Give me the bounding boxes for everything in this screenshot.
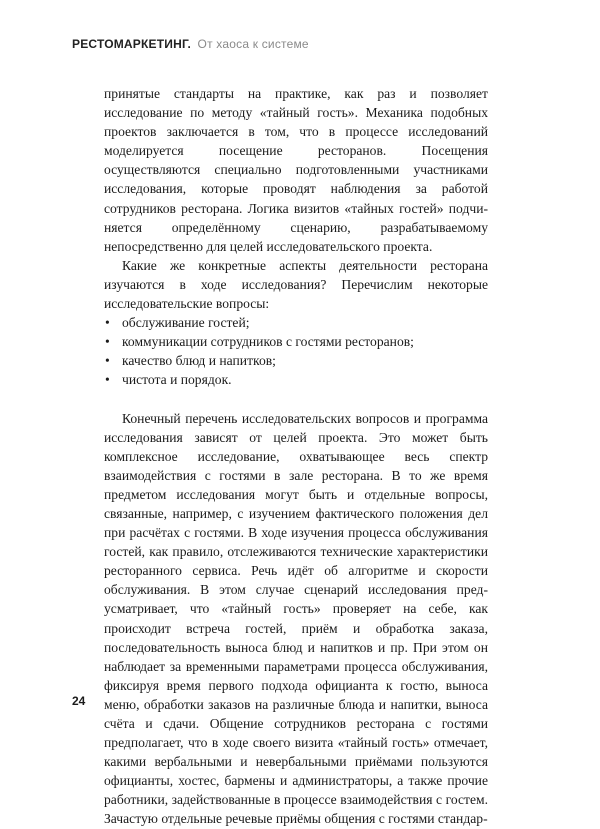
list-item: • качество блюд и напитков; — [104, 351, 488, 370]
paragraph-3: Конечный перечень исследовательских вопросов и программа исследования зависят от целей проекта. Это может быть комплексное исследование, охватывающее весь спектр взаимодействия с гостями в зале ресторана. В то же время предметом исследования могут быть и отдельные вопросы, связанные, например, с изучением фактического положения дел при расчётах с гостями. В ходе изучения процесса обслуживания гостей, как правило, отслеживаются технические характеристики ресторанного сервиса. Речь идёт об алгоритме и скорости обслуживания. В этом случае сценарий исследования предусматривает, что «тайный гость» проверяет на себе, как происходит встреча гостей, приём и обработка заказа, последовательность выноса блюд и напитков и пр. При этом он наблюдает за временными параметрами процесса обслуживания, фиксируя время первого подхода официанта к гостю, выноса меню, обработки заказов на различные блюда и напитки, выноса счёта и сдачи. Общение сотрудников ресторана с гостями предполагает, что в ходе своего визита «тайный гость» отмечает, какими вербальными и невербальными приёмами пользуются официанты, хостес, бармены и администраторы, а также прочие работники, задействованные в процессе взаимодействия с гостем. Зачастую отдельные речевые приёмы общения с гостями стандар- — [104, 410, 488, 827]
bullet-list — [104, 313, 488, 389]
list-item: • коммуникации сотрудников с гостями ресторанов; — [104, 332, 488, 351]
running-header — [72, 37, 309, 51]
book-subtitle: От хаоса к системе — [197, 37, 309, 51]
book-title: РЕСТОМАРКЕТИНГ. — [72, 37, 191, 51]
list-item: • обслуживание гостей; — [104, 313, 488, 332]
list-item: • чистота и порядок. — [104, 370, 488, 389]
page-body — [104, 84, 488, 829]
page-number: 24 — [72, 694, 86, 708]
paragraph-2: Какие же конкретные аспекты деятельности ресторана изучаются в ходе исследования? Перечислим некоторые исследовательские вопросы: — [104, 257, 488, 312]
paragraph-1: принятые стандарты на практике, как раз и позволяет исследование по методу «тайный гость». Механика подобных проектов заключается в том, что в процессе исследований моделируется посещение ресторанов. Посещения осуществляются специально подготовленными участниками исследования, которые проводят наблюдения за работой сотрудников ресторана. Логика визитов «тайных гостей» подчиняется определённому сценарию, разрабатываемому непосредственно для целей исследовательского проекта. — [104, 86, 488, 254]
section-spacer — [104, 390, 488, 409]
